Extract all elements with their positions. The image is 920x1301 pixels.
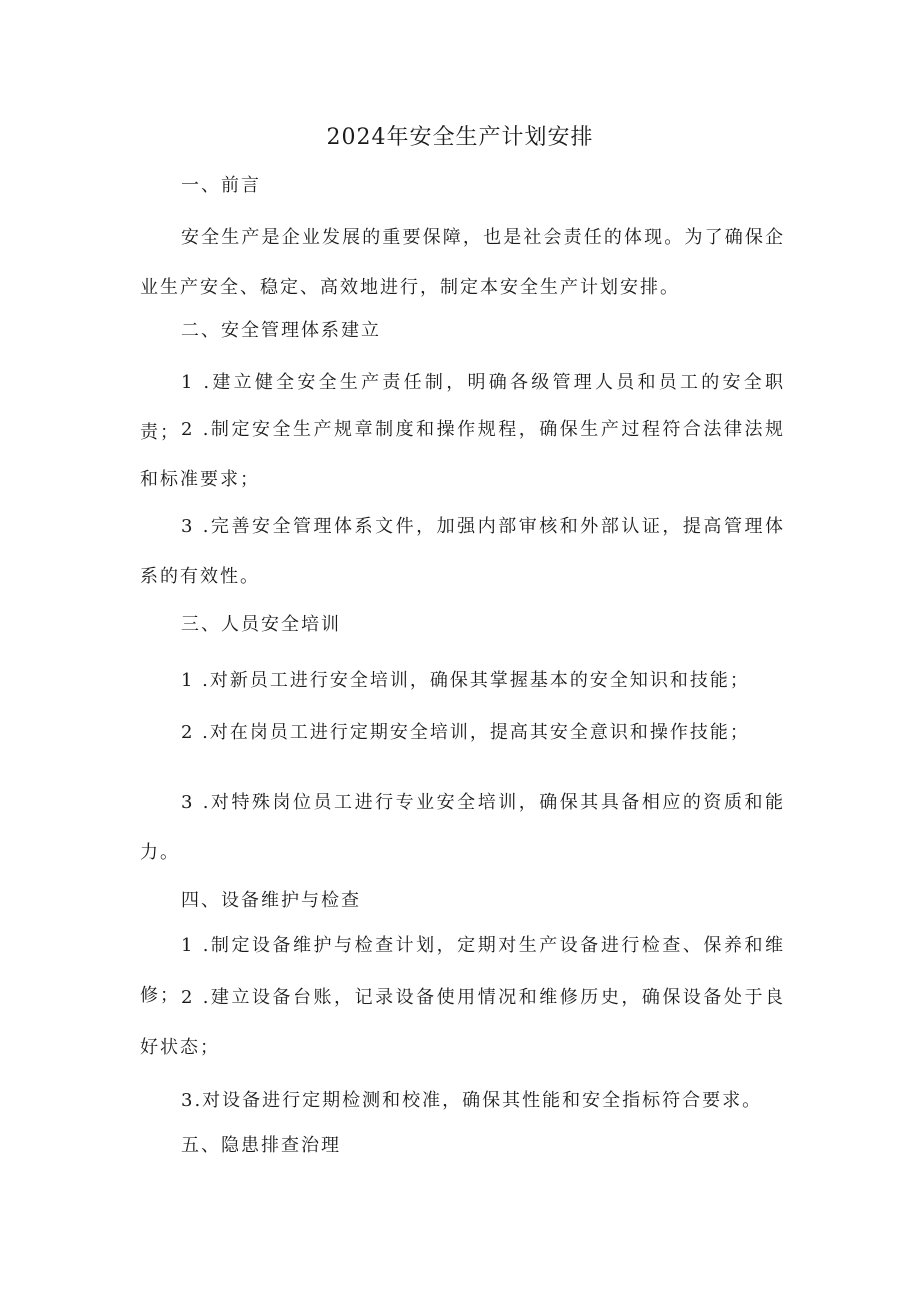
list-item-4-1: 1 .制定设备维护与检查计划，定期对生产设备进行检查、保养和维修； bbox=[140, 935, 785, 1006]
list-item-3-2: 2 .对在岗员工进行定期安全培训，提高其安全意识和操作技能； bbox=[181, 722, 750, 743]
paragraph-preface: 安全生产是企业发展的重要保障，也是社会责任的体现。为了确保企业生产安全、稳定、高效地进行，制定本安全生产计划安排。 bbox=[140, 227, 785, 298]
section-heading-equipment: 四、设备维护与检查 bbox=[181, 890, 361, 911]
document-title: 2024年安全生产计划安排 bbox=[326, 125, 594, 150]
section-heading-management-system: 二、安全管理体系建立 bbox=[181, 320, 381, 341]
list-item-2-1: 1 .建立健全安全生产责任制，明确各级管理人员和员工的安全职责； bbox=[140, 372, 785, 443]
list-item-3-3: 3 .对特殊岗位员工进行专业安全培训，确保其具备相应的资质和能力。 bbox=[140, 792, 785, 863]
section-heading-training: 三、人员安全培训 bbox=[181, 614, 341, 635]
section-heading-hazard: 五、隐患排查治理 bbox=[181, 1135, 341, 1156]
list-item-3-1: 1 .对新员工进行安全培训，确保其掌握基本的安全知识和技能； bbox=[181, 670, 750, 691]
list-item-2-2: 2 .制定安全生产规章制度和操作规程，确保生产过程符合法律法规和标准要求； bbox=[140, 419, 785, 490]
section-heading-preface: 一、前言 bbox=[181, 175, 261, 196]
list-item-4-2: 2 .建立设备台账，记录设备使用情况和维修历史，确保设备处于良好状态； bbox=[140, 987, 785, 1058]
list-item-2-3: 3 .完善安全管理体系文件，加强内部审核和外部认证，提高管理体系的有效性。 bbox=[140, 516, 785, 587]
list-item-4-3: 3.对设备进行定期检测和校准，确保其性能和安全指标符合要求。 bbox=[181, 1090, 763, 1111]
